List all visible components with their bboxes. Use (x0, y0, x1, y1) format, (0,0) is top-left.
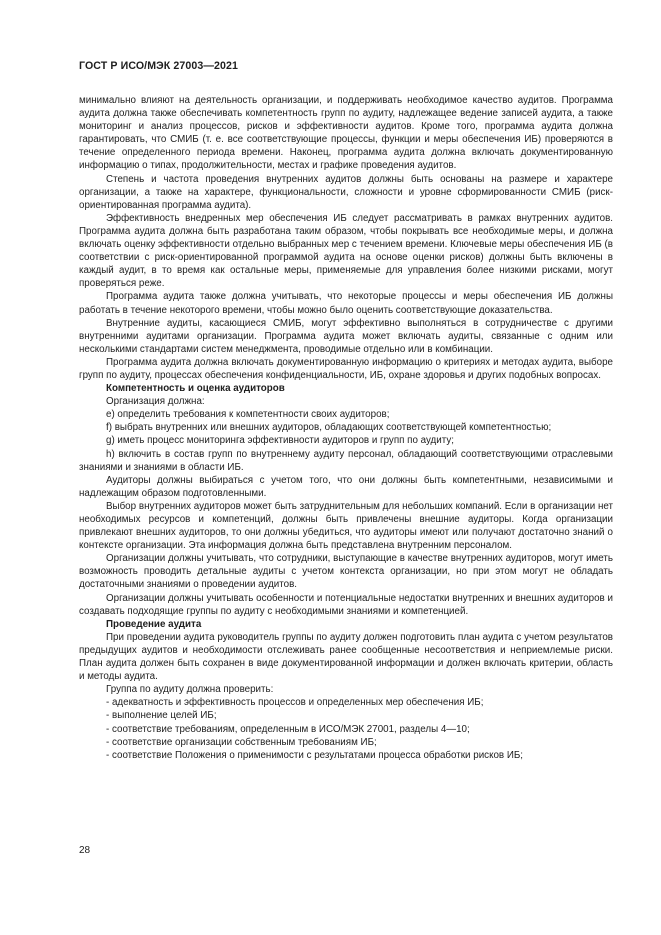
paragraph: Организации должны учитывать особенности и потенциальные недостатки внутренних и внешних аудиторов и создавать подходящие группы по аудиту с необходимыми знаниями и компетенцией. (79, 592, 613, 617)
paragraph: Организации должны учитывать, что сотрудники, выступающие в качестве внутренних аудиторов, могут иметь возможность проводить детальные аудиты с учетом контекста организации, но при этом могут не обладать достаточными знаниями о проведении аудитов. (79, 553, 613, 591)
paragraph: минимально влияют на деятельность организации, и поддерживать необходимое качество аудитов. Программа аудита должна также обеспечивать компетентность групп по аудиту, надлежащее ведение записей аудита, а также мониторинг и анализ процессов, рисков и эффективности аудитов. Кроме того, программа аудита должна гарантировать, что СМИБ (т. е. все соответствующие процессы, функции и меры обеспечения ИБ) проверяются в течение определенного периода времени. Наконец, программа аудита должна включать документированную информацию о типах, продолжительности, местах и графике проведения аудитов. (79, 95, 613, 172)
paragraph: - выполнение целей ИБ; (106, 710, 217, 722)
paragraph: Программа аудита должна включать документированную информацию о критериях и методах аудита, выборе групп по аудиту, процессах обеспечения конфиденциальности, ИБ, охране здоровья и других подобных вопросах. (79, 356, 613, 381)
paragraph: При проведении аудита руководитель группы по аудиту должен подготовить план аудита с учетом результатов предыдущих аудитов и необходимости отслеживать ранее сообщенные несоответствия и неприемлемые риски. План аудита должен быть сохранен в виде документированной информации и должен включать критерии, область и методы аудита. (79, 631, 613, 683)
paragraph: Выбор внутренних аудиторов может быть затруднительным для небольших компаний. Если в организации нет необходимых ресурсов и компетенций, должны быть привлечены внешние аудиторы. Когда организации привлекают внешних аудиторов, то они должны убедиться, что аудиторы имеют или получают достаточно знаний о контексте организации. Эта информация должна быть представлена внутренним персоналом. (79, 500, 613, 552)
paragraph: Программа аудита также должна учитывать, что некоторые процессы и меры обеспечения ИБ должны работать в течение некоторого времени, чтобы можно было оценить соответствующие доказательства. (79, 291, 613, 316)
paragraph: Аудиторы должны выбираться с учетом того, что они должны быть компетентными, независимыми и надлежащим образом подготовленными. (79, 474, 613, 499)
paragraph: - соответствие Положения о применимости с результатами процесса обработки рисков ИБ; (106, 749, 524, 761)
paragraph: Степень и частота проведения внутренних аудитов должны быть основаны на размере и характере организации, а также на характере, функциональности, сложности и уровне сформированности СМИБ (риск-ориентированная программа аудита). (79, 173, 613, 211)
section-heading: Проведение аудита (106, 618, 202, 630)
paragraph: - соответствие организации собственным требованиям ИБ; (106, 736, 377, 748)
paragraph: Эффективность внедренных мер обеспечения ИБ следует рассматривать в рамках внутренних аудитов. Программа аудита должна быть разработана таким образом, чтобы покрывать все необходимые меры, и должна включать оценку эффективности отдельно выбранных мер с течением времени. Ключевые меры обеспечения ИБ (в соответствии с риск-ориентированной программой аудита на основе оценки рисков) должны быть включены в каждый аудит, в то время как остальные меры, применяемые для управления более низкими рисками, могут проверяться реже. (79, 212, 613, 290)
document-body (79, 94, 613, 762)
paragraph: g) иметь процесс мониторинга эффективности аудиторов и групп по аудиту; (106, 435, 454, 447)
page-number: 28 (79, 845, 91, 856)
paragraph: f) выбрать внутренних или внешних аудиторов, обладающих соответствующей компетентностью; (106, 422, 552, 434)
section-heading: Компетентность и оценка аудиторов (106, 383, 285, 395)
paragraph: - соответствие требованиям, определенным в ИСО/МЭК 27001, разделы 4—10; (106, 723, 470, 735)
paragraph: Внутренние аудиты, касающиеся СМИБ, могут эффективно выполняться в сотрудничестве с другими внутренними аудитами организации. Программа аудита может включать аудиты, связанные с одним или несколькими стандартами систем менеджмента, проводимые отдельно или в комбинации. (79, 317, 613, 355)
paragraph: - адекватность и эффективность процессов и определенных мер обеспечения ИБ; (106, 697, 484, 709)
paragraph: e) определить требования к компетентности своих аудиторов; (106, 409, 390, 421)
document-header: ГОСТ Р ИСО/МЭК 27003—2021 (79, 60, 238, 72)
paragraph: Организация должна: (106, 396, 205, 408)
paragraph: Группа по аудиту должна проверить: (106, 684, 274, 696)
paragraph: h) включить в состав групп по внутреннему аудиту персонал, обладающий соответствующими отраслевыми знаниями и знаниями в области ИБ. (79, 448, 613, 473)
